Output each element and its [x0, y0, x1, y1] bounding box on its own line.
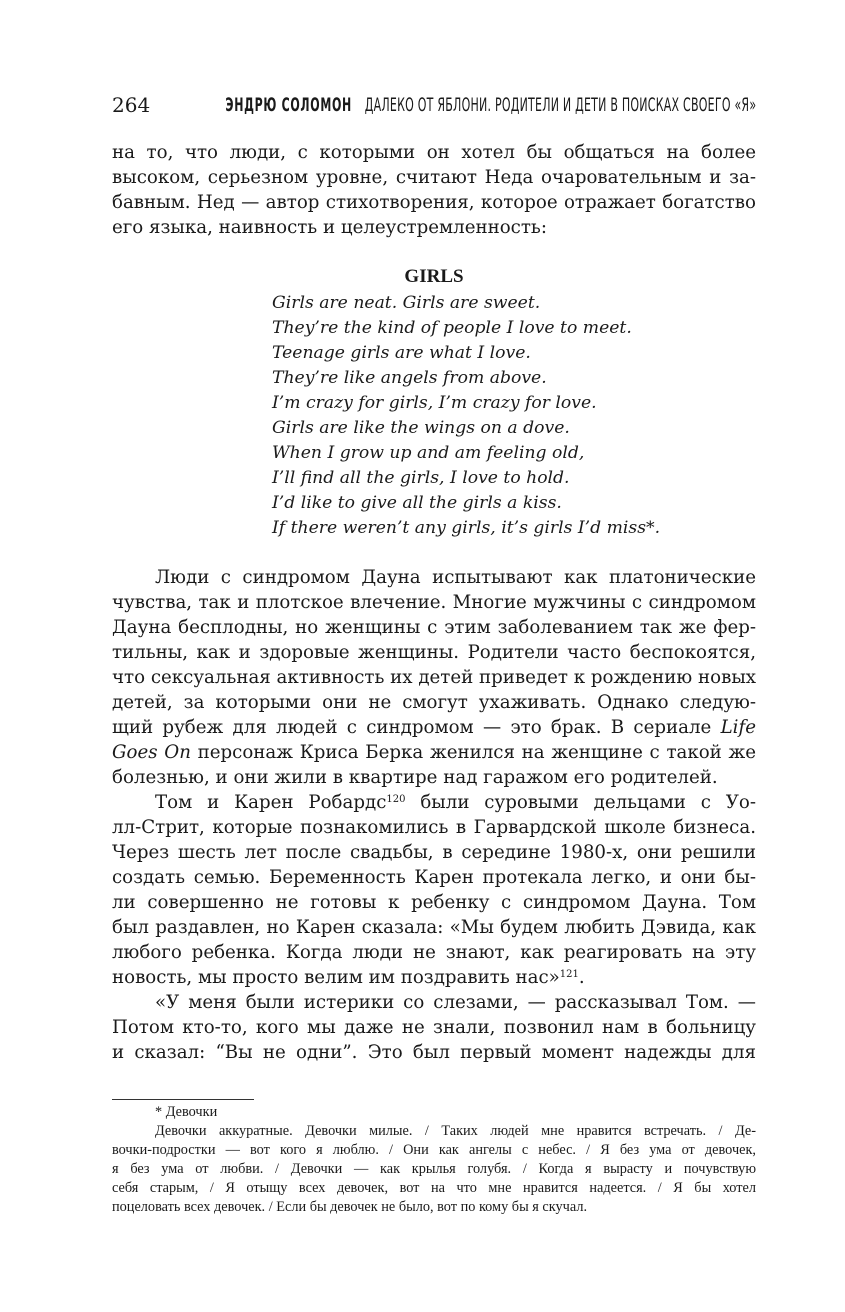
poem-title: GIRLS — [404, 266, 464, 287]
text-line: его языка, наивность и целеустремленность: — [112, 217, 547, 238]
endnote-ref: 120 — [386, 794, 406, 805]
poem-line: Girls are like the wings on a dove. — [272, 418, 570, 438]
text-span: персонаж Криса Берка женился на женщине с такой же — [190, 742, 757, 763]
page-header — [112, 92, 756, 118]
text-line: и сказал: “Вы не одни”. Это был первый момент надежды для — [112, 1042, 756, 1063]
poem-line: They’re like angels from above. — [272, 368, 547, 388]
poem-line: I’d like to give all the girls a kiss. — [272, 493, 562, 513]
text-line: детей, за которыми они не смогут ухаживать. Однако следую- — [112, 692, 756, 713]
text-line: чувства, так и плотское влечение. Многие мужчины с синдромом — [112, 592, 756, 613]
running-head — [225, 94, 756, 117]
text-span: Том и Карен Робардс — [155, 792, 387, 813]
text-line: «У меня были истерики со слезами, — рассказывал Том. — — [155, 992, 756, 1013]
footnote-marker: * Девочки — [155, 1104, 218, 1120]
poem-line: If there weren’t any girls, it’s girls I’d miss*. — [272, 518, 661, 538]
text-line: Потом кто-то, кого мы даже не знали, позвонил нам в больницу — [112, 1017, 756, 1038]
text-span: щий рубеж для людей с синдромом — это брак. В сериале — [112, 717, 712, 738]
poem-line: Girls are neat. Girls are sweet. — [272, 293, 541, 313]
text-line: тильны, как и здоровые женщины. Родители часто беспокоятся, — [112, 642, 756, 663]
footnote-line: я без ума от любви. / Девочки — как крылья голубя. / Когда я вырасту и почувствую — [112, 1161, 756, 1177]
running-head-author: ЭНДРЮ СОЛОМОН — [225, 94, 352, 116]
text-line: был раздавлен, но Карен сказала: «Мы будем любить Дэвида, как — [112, 917, 756, 938]
text-line: болезнью, и они жили в квартире над гаражом его родителей. — [112, 767, 718, 788]
text-line — [112, 716, 756, 740]
text-line: Через шесть лет после свадьбы, в середине 1980-х, они решили — [112, 842, 756, 863]
poem-line: I’m crazy for girls, I’m crazy for love. — [272, 393, 597, 413]
footnote-line: себя старым, / Я отыщу всех девочек, вот на что мне нравится надеется. / Я бы хотел — [112, 1180, 756, 1196]
text-line: создать семью. Беременность Карен протекала легко, и они бы- — [112, 867, 756, 888]
poem-line: When I grow up and am feeling old, — [272, 443, 585, 463]
text-span: . — [578, 967, 585, 988]
text-line: Дауна бесплодны, но женщины с этим заболеванием так же фер- — [112, 617, 756, 638]
page-number: 264 — [112, 93, 151, 117]
endnote-ref: 121 — [559, 969, 579, 980]
text-line — [112, 966, 585, 990]
text-line: на то, что люди, с которыми он хотел бы общаться на более — [112, 142, 756, 163]
text-line: бавным. Нед — автор стихотворения, которое отражает богатство — [112, 192, 756, 213]
footnote-separator — [112, 1099, 254, 1100]
text-span: новость, мы просто велим им поздравить нас» — [112, 967, 560, 988]
footnote-line: Девочки аккуратные. Девочки милые. / Таких людей мне нравится встречать. / Де- — [155, 1123, 756, 1139]
text-line: Люди с синдромом Дауна испытывают как платонические — [155, 567, 756, 588]
running-head-title: ДАЛЕКО ОТ ЯБЛОНИ. РОДИТЕЛИ И ДЕТИ В ПОИСКАХ СВОЕГО «Я» — [364, 94, 756, 116]
text-line: ли совершенно не готовы к ребенку с синдромом Дауна. Том — [112, 892, 756, 913]
show-title-italic: Goes On — [112, 742, 191, 763]
text-span: были суровыми дельцами с Уо- — [405, 792, 756, 813]
text-line: любого ребенка. Когда люди не знают, как реагировать на эту — [112, 942, 756, 963]
text-line — [155, 791, 756, 815]
text-line: лл-Стрит, которые познакомились в Гарвардской школе бизнеса. — [112, 817, 756, 838]
footnote-line: вочки-подростки — вот кого я люблю. / Они как ангелы с небес. / Я без ума от девочек, — [112, 1142, 756, 1158]
poem-line: Teenage girls are what I love. — [272, 343, 531, 363]
footnote-line: поцеловать всех девочек. / Если бы девочек не было, вот по кому бы я скучал. — [112, 1199, 588, 1215]
poem-line: They’re the kind of people I love to meet. — [272, 318, 632, 338]
text-line: высоком, серьезном уровне, считают Неда очаровательным и за- — [112, 167, 756, 188]
text-line: что сексуальная активность их детей приведет к рождению новых — [112, 667, 757, 688]
poem-line: I’ll find all the girls, I love to hold. — [272, 468, 570, 488]
show-title-italic: Life — [720, 717, 756, 738]
text-line — [112, 741, 756, 765]
